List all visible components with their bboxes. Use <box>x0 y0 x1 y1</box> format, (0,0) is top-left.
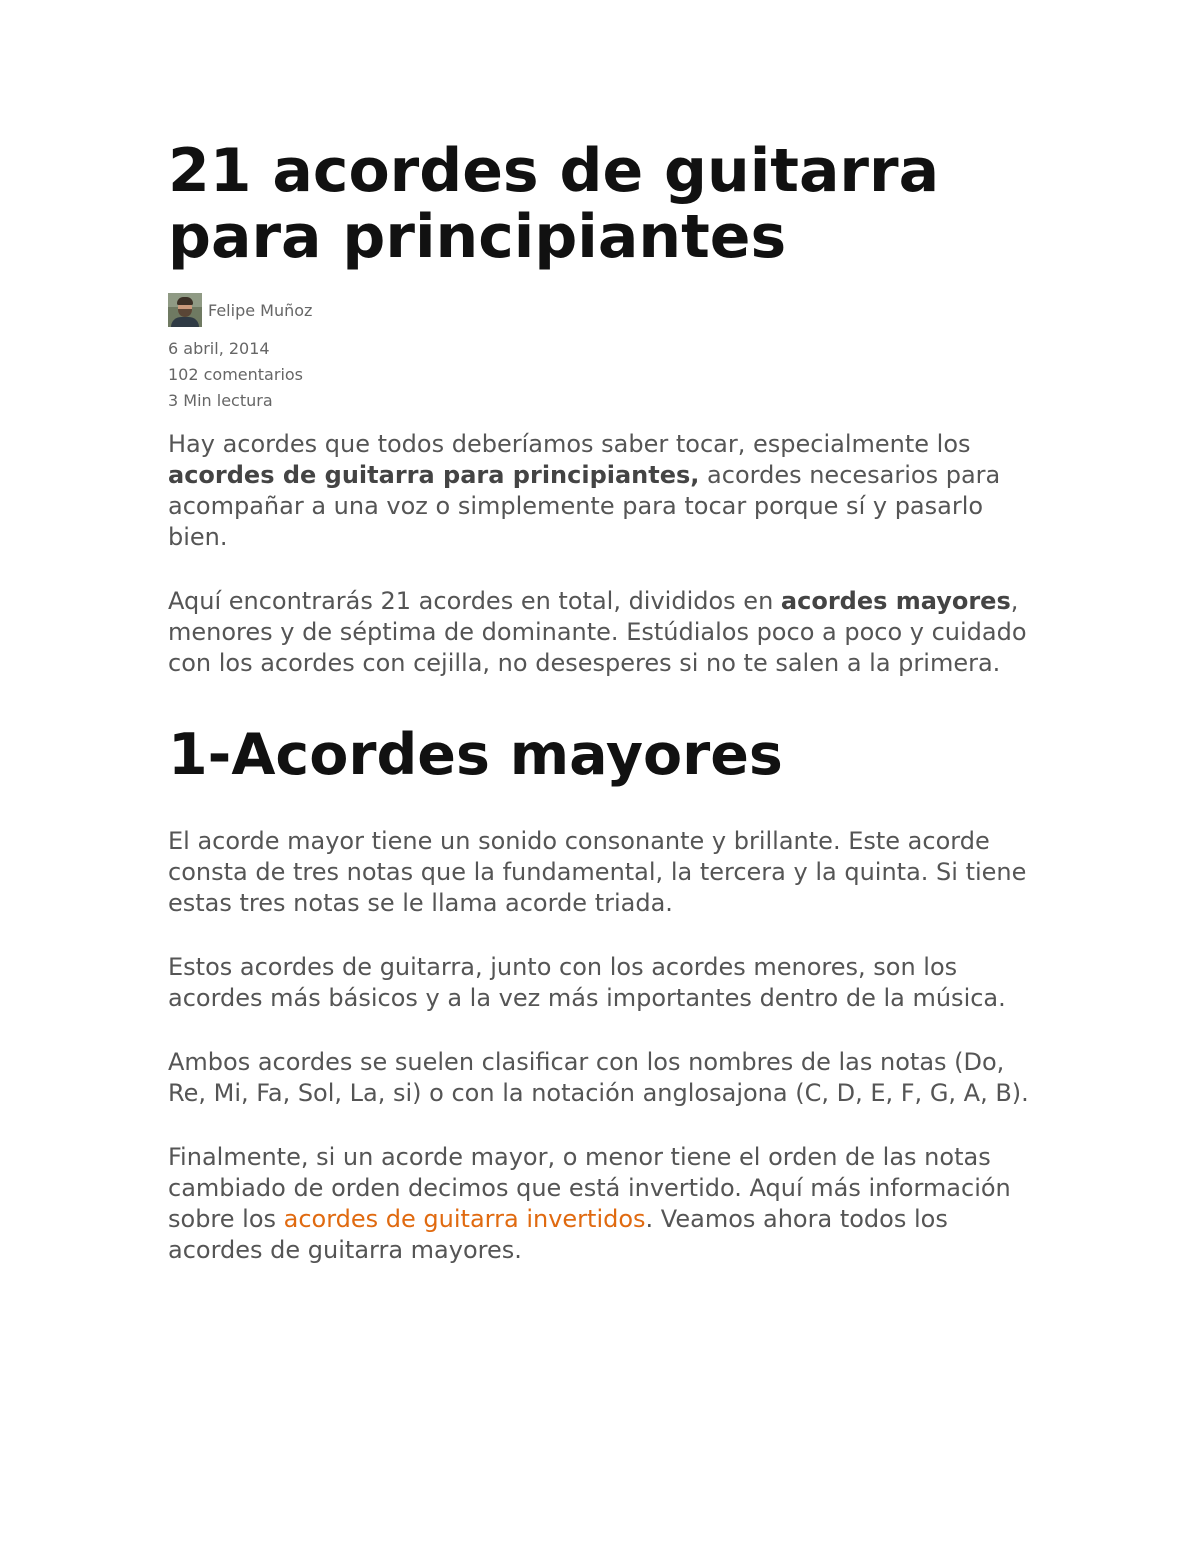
article <box>168 138 1038 1266</box>
section-heading-acordes-mayores: 1-Acordes mayores <box>168 722 783 788</box>
author-row <box>168 292 1038 328</box>
post-meta <box>168 336 1038 414</box>
intro-p1-text-start: Hay acordes que todos deberíamos saber tocar, especialmente los <box>168 430 971 458</box>
intro-p2-text-start: Aquí encontrarás 21 acordes en total, divididos en <box>168 587 781 615</box>
inverted-chords-link[interactable]: acordes de guitarra invertidos <box>283 1205 646 1233</box>
section1-paragraph-4 <box>168 1142 1038 1266</box>
reading-time: 3 Min lectura <box>168 391 273 410</box>
section1-paragraph-3: Ambos acordes se suelen clasificar con los nombres de las notas (Do, Re, Mi, Fa, Sol, La, si) o con la notación anglosajona (C, D, E, F, G, A, B). <box>168 1048 1029 1107</box>
section1-paragraph-2: Estos acordes de guitarra, junto con los acordes menores, son los acordes más básicos y a la vez más importantes dentro de la música. <box>168 953 1006 1012</box>
title-line-2: para principiantes <box>168 202 787 272</box>
intro-p1-text-end: acordes necesarios para acompañar a una voz o simplemente para tocar porque sí y pasarlo bien. <box>168 461 1001 551</box>
page-title <box>168 138 1038 270</box>
intro-paragraph-1 <box>168 429 1038 553</box>
intro-p2-bold: acordes mayores <box>780 587 1011 615</box>
intro-p1-bold: acordes de guitarra para principiantes, <box>168 461 700 489</box>
author-name[interactable]: Felipe Muñoz <box>208 300 313 320</box>
intro-p2-text-end: , menores y de séptima de dominante. Estúdialos poco a poco y cuidado con los acordes con cejilla, no desesperes si no te salen a la primera. <box>168 587 1027 677</box>
post-date: 6 abril, 2014 <box>168 339 270 358</box>
section1-p4-text-end: . Veamos ahora todos los acordes de guitarra mayores. <box>168 1205 948 1264</box>
title-line-1: 21 acordes de guitarra <box>168 136 940 206</box>
avatar[interactable] <box>168 293 202 327</box>
section1-paragraph-1: El acorde mayor tiene un sonido consonante y brillante. Este acorde consta de tres notas que la fundamental, la tercera y la quinta. Si tiene estas tres notas se le llama acorde triada. <box>168 827 1027 917</box>
comments-count[interactable]: 102 comentarios <box>168 365 304 384</box>
section1-p4-text-start: Finalmente, si un acorde mayor, o menor tiene el orden de las notas cambiado de orden decimos que está invertido. Aquí más información sobre los <box>168 1143 1011 1233</box>
intro-paragraph-2 <box>168 586 1038 679</box>
